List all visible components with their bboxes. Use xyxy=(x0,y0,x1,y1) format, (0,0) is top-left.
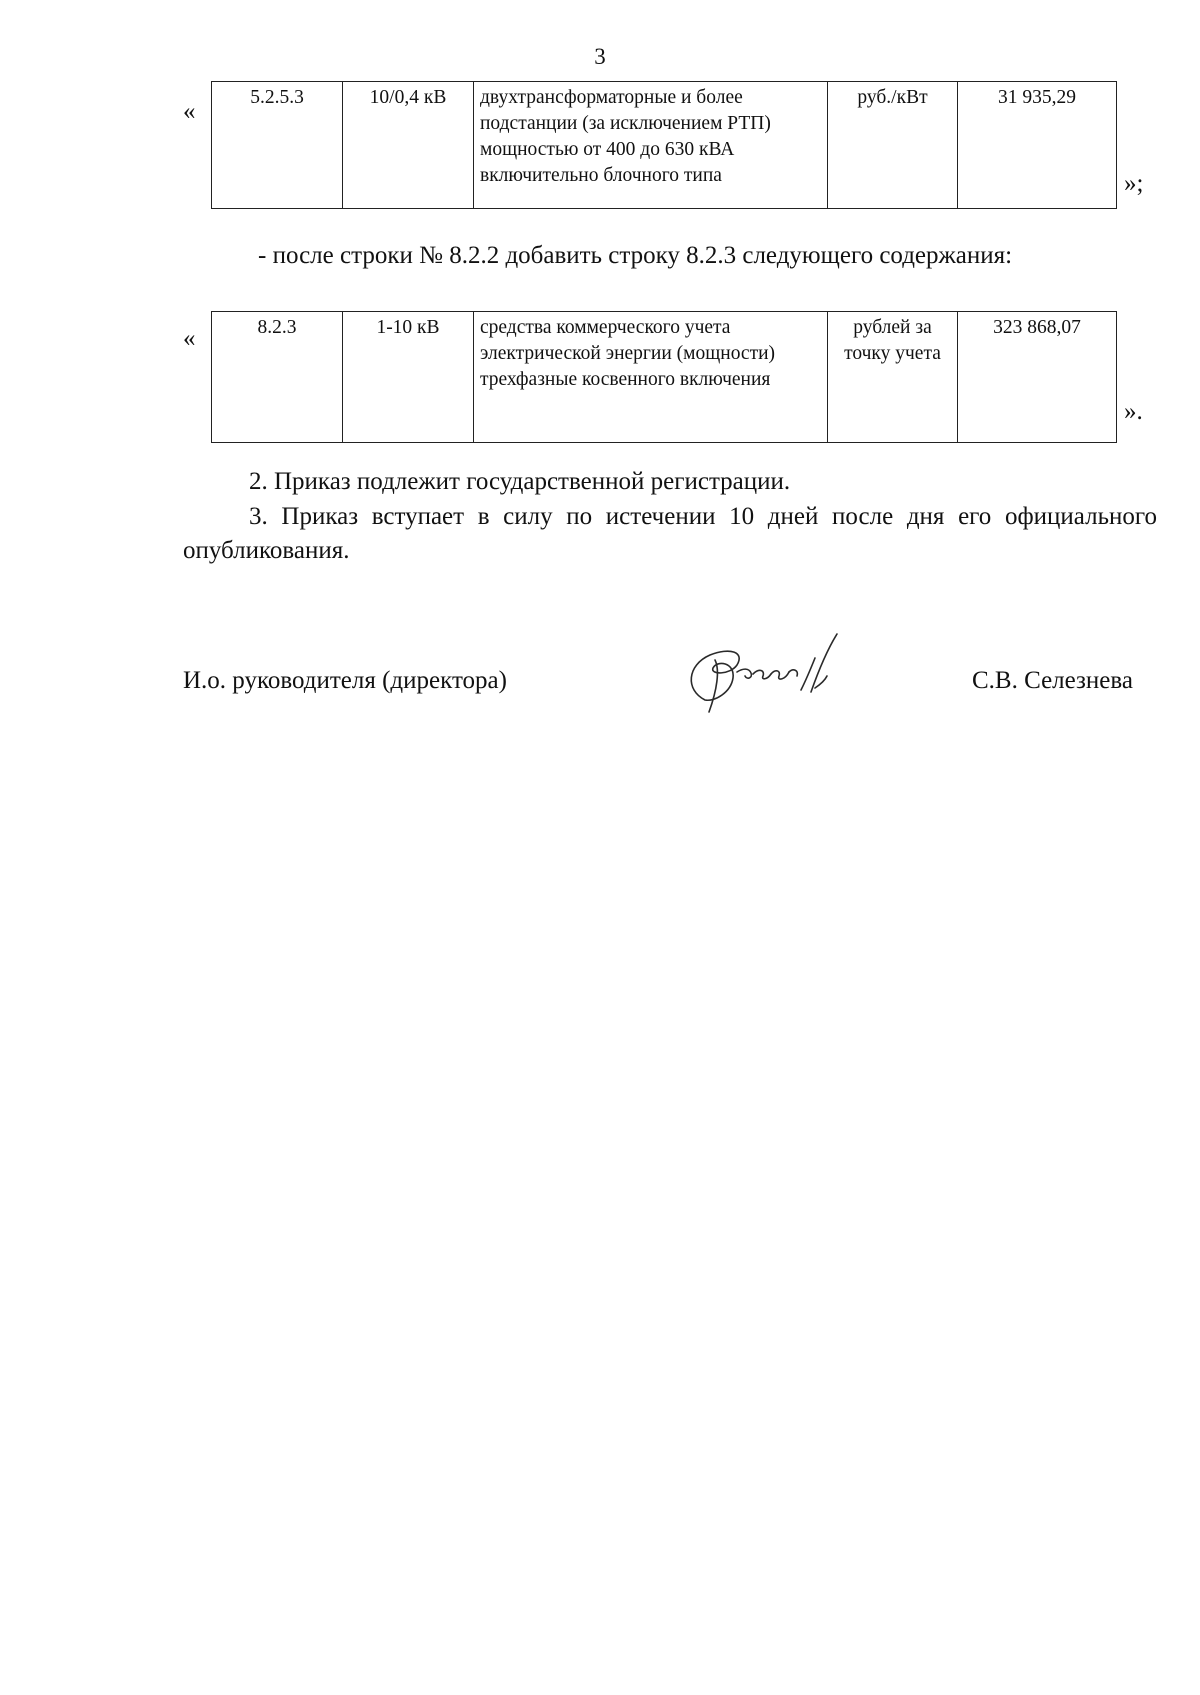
page-number: 3 xyxy=(594,44,606,69)
value-cell: 31 935,29 xyxy=(958,82,1117,209)
description-cell: двухтрансформаторные и более подстанции (за исключением РТП) мощностью от 400 до 630 кВА включительно блочного типа xyxy=(474,82,828,209)
instruction-text: - после строки № 8.2.2 добавить строку 8.2.3 следующего содержания: xyxy=(258,242,1013,269)
signatory-title: И.о. руководителя (директора) xyxy=(183,667,507,694)
amendment-table-2 xyxy=(211,311,1117,443)
amendment-table-1 xyxy=(211,81,1117,209)
unit-cell: руб./кВт xyxy=(828,82,958,209)
unit-cell: рублей за точку учета xyxy=(828,312,958,443)
closing-quote-2: ». xyxy=(1124,398,1143,425)
table-row xyxy=(212,312,1117,443)
table-row xyxy=(212,82,1117,209)
paragraph-2: 2. Приказ подлежит государственной регистрации. xyxy=(249,468,791,495)
handwritten-signature xyxy=(675,630,855,720)
row-number-cell: 8.2.3 xyxy=(212,312,343,443)
description-cell: средства коммерческого учета электрической энергии (мощности) трехфазные косвенного включения xyxy=(474,312,828,443)
closing-quote-1: »; xyxy=(1124,170,1144,197)
opening-quote-2: « xyxy=(183,325,196,352)
signatory-name: С.В. Селезнева xyxy=(972,667,1133,694)
paragraph-3: 3. Приказ вступает в силу по истечении 10 дней после дня его официального опубликования. xyxy=(183,503,1157,564)
opening-quote-1: « xyxy=(183,98,196,125)
voltage-cell: 10/0,4 кВ xyxy=(343,82,474,209)
value-cell: 323 868,07 xyxy=(958,312,1117,443)
row-number-cell: 5.2.5.3 xyxy=(212,82,343,209)
voltage-cell: 1-10 кВ xyxy=(343,312,474,443)
